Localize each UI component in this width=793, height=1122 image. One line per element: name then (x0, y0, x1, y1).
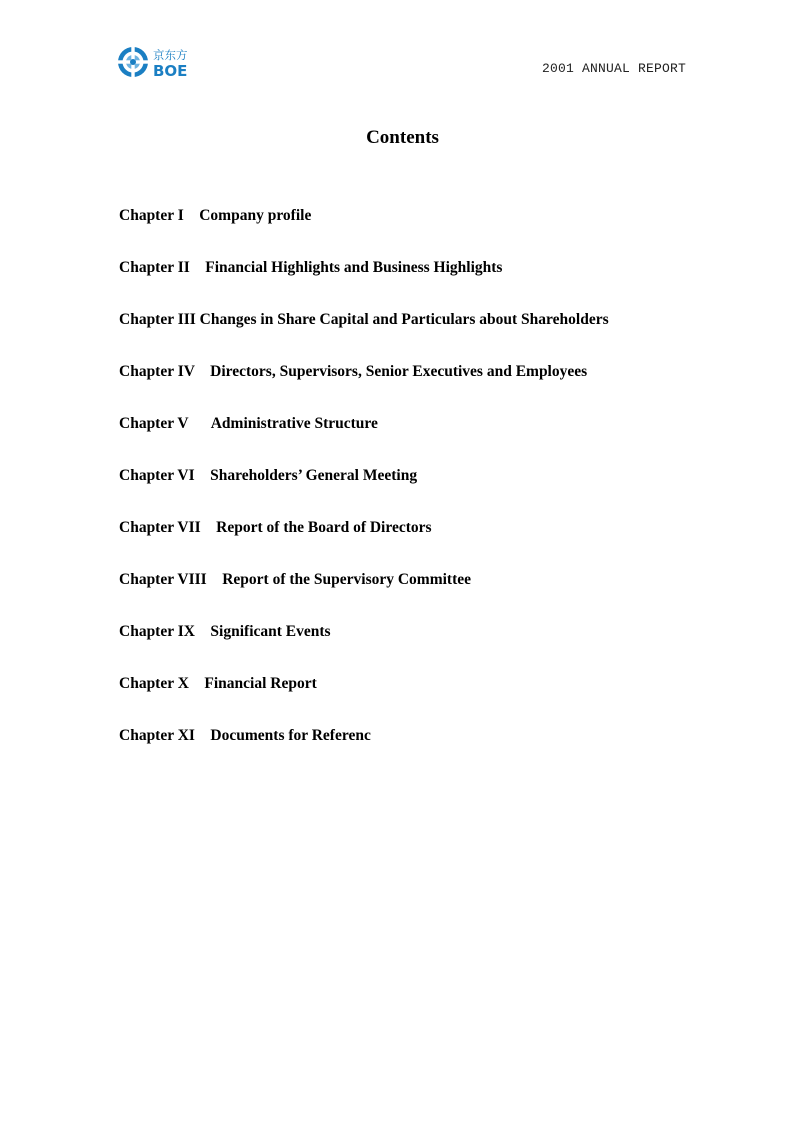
toc-item-chapter-10[interactable]: Chapter X Financial Report (119, 675, 317, 692)
logo-emblem-icon (116, 45, 150, 79)
toc-item-chapter-9[interactable]: Chapter IX Significant Events (119, 623, 331, 640)
toc-item-chapter-2[interactable]: Chapter II Financial Highlights and Business Highlights (119, 259, 503, 276)
toc-item-chapter-1[interactable]: Chapter I Company profile (119, 207, 312, 224)
logo-brand-text: BOE (153, 62, 188, 79)
toc-item-chapter-4[interactable]: Chapter IV Directors, Supervisors, Senior Executives and Employees (119, 363, 588, 380)
toc-item-chapter-11[interactable]: Chapter XI Documents for Referenc (119, 727, 371, 744)
toc-item-chapter-8[interactable]: Chapter VIII Report of the Supervisory Committee (119, 571, 472, 588)
page-title: Contents (366, 127, 439, 148)
toc-item-chapter-7[interactable]: Chapter VII Report of the Board of Directors (119, 519, 432, 536)
toc-item-chapter-6[interactable]: Chapter VI Shareholders’ General Meeting (119, 467, 418, 484)
table-of-contents (119, 206, 609, 778)
company-logo (116, 45, 196, 79)
toc-item-chapter-5[interactable]: Chapter V Administrative Structure (119, 415, 378, 432)
logo-chinese-text: 京东方 (153, 48, 188, 62)
report-header-title: 2001 ANNUAL REPORT (541, 61, 686, 76)
toc-item-chapter-3[interactable]: Chapter III Changes in Share Capital and Particulars about Shareholders (119, 311, 609, 328)
